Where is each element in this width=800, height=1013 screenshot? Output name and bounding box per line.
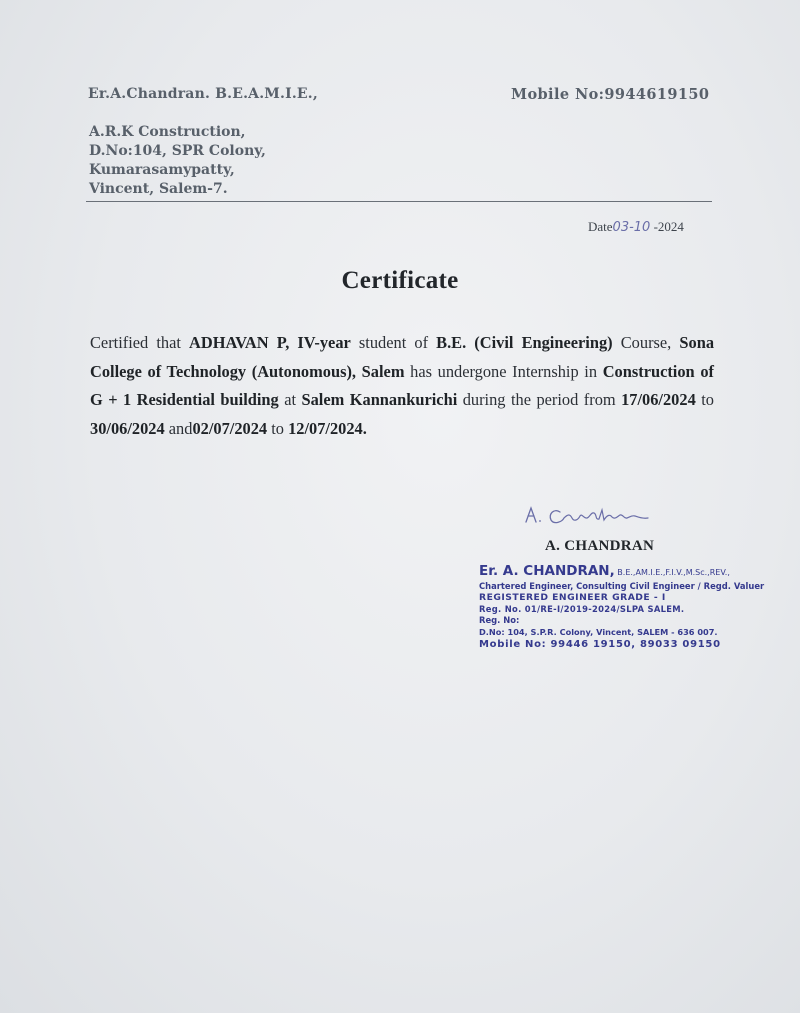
certificate-body <box>90 329 714 443</box>
stamp-line: REGISTERED ENGINEER GRADE - I <box>479 592 666 603</box>
address-line: Vincent, Salem-7. <box>89 181 228 197</box>
body-text: student of <box>350 333 437 352</box>
period-end-2: 12/07/2024. <box>288 418 367 438</box>
stamp-line: Chartered Engineer, Consulting Civil Engineer / Regd. Valuer <box>479 581 765 591</box>
period-start-2: 02/07/2024 <box>192 418 268 438</box>
period-end-1: 30/06/2024 <box>90 418 165 438</box>
date-line <box>588 219 684 235</box>
address-line: Kumarasamypatty, <box>89 162 235 178</box>
student-name: ADHAVAN P, IV-year <box>189 333 351 352</box>
letterhead-name: Er.A.Chandran. B.E.A.M.I.E., <box>88 86 318 102</box>
degree: B.E. (Civil Engineering) <box>436 333 613 352</box>
letterhead-mobile: Mobile No:9944619150 <box>511 86 710 103</box>
address-line: A.R.K Construction, <box>89 124 246 140</box>
engineer-stamp <box>479 563 764 651</box>
college-name: Sona College of Technology (Autonomous), Salem <box>90 333 715 381</box>
body-text: during the period from <box>457 390 622 409</box>
body-text: at <box>278 390 302 409</box>
project-location: Salem Kannankurichi <box>301 390 458 409</box>
stamp-qualifications: B.E.,AM.I.E.,F.I.V.,M.Sc.,REV., <box>614 568 730 577</box>
body-text: to <box>695 390 714 409</box>
body-text: Certified that <box>90 333 190 352</box>
project-name: Construction of G + 1 Residential building <box>90 361 714 409</box>
signatory-name: A. CHANDRAN <box>545 538 655 554</box>
period-start-1: 17/06/2024 <box>621 390 696 409</box>
stamp-line: Reg. No: <box>479 615 520 625</box>
body-text: has undergone Internship in <box>404 361 603 381</box>
body-text: Course, <box>612 333 680 352</box>
body-text: and <box>164 418 193 438</box>
letterhead-address <box>89 123 266 199</box>
stamp-line: Reg. No. 01/RE-I/2019-2024/SLPA SALEM. <box>479 604 685 614</box>
page-title: Certificate <box>341 267 459 294</box>
date-label: Date <box>588 219 613 234</box>
letterhead-divider <box>86 201 712 202</box>
address-line: D.No:104, SPR Colony, <box>89 143 266 159</box>
stamp-name-line <box>479 563 764 581</box>
date-handwritten: 03-10 <box>612 220 651 235</box>
signature-icon <box>520 500 660 532</box>
stamp-name: Er. A. CHANDRAN, <box>479 563 615 579</box>
body-text: to <box>267 418 289 438</box>
stamp-line: D.No: 104, S.P.R. Colony, Vincent, SALEM - 636 007. <box>479 627 718 637</box>
date-year: -2024 <box>650 219 684 234</box>
stamp-line: Mobile No: 99446 19150, 89033 09150 <box>479 639 721 650</box>
